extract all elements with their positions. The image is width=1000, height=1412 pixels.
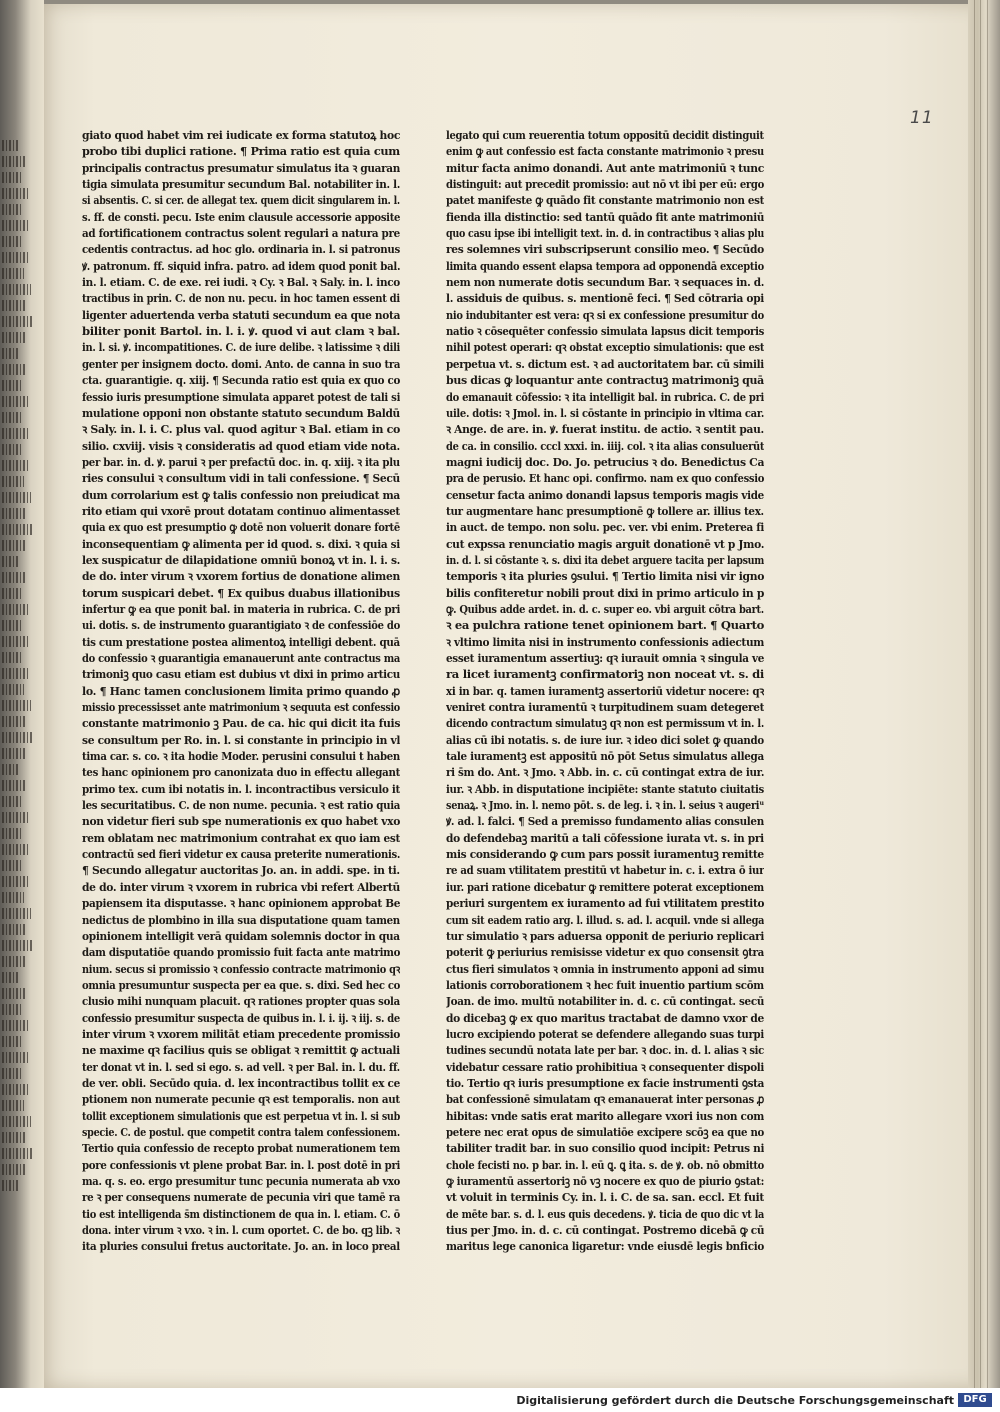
left-text-column (82, 127, 400, 1255)
bleed-line (2, 1036, 22, 1047)
text-line: Tertio quia confessio de recepto probat numerationem tem (82, 1141, 400, 1156)
text-line: ꝟ. ad. l. falci. ¶ Sed a premisso fundamento alias consulen (446, 814, 764, 829)
text-line: chole fecisti no. p bar. in. l. eū ꝗ. ꝗ ita. s. de ꝟ. ob. nō obmitto (446, 1157, 764, 1172)
bleed-line (2, 1068, 23, 1079)
text-line: magni iudicij doc. Do. Jo. petrucius ꝛ do. Benedictus Ca (446, 454, 764, 469)
bleed-line (2, 476, 24, 487)
text-line: dam disputatiōe quando promissio fuit facta ante matrimo (82, 945, 400, 960)
text-line: iur. pari ratione dicebatur ꝙ remittere poterat exceptionem (446, 879, 764, 894)
text-line: de do. inter virum ꝛ vxorem in rubrica vbi refert Albertū (82, 879, 400, 894)
text-line: giato quod habet vim rei iudicate ex forma statutoꝝ hoc (82, 128, 400, 142)
text-line: in auct. de tempo. non solu. pec. ver. vbi enim. Preterea fi (446, 520, 764, 535)
bleed-line (2, 940, 32, 951)
text-line: ꝛ Ange. de are. in. ꝟ. fuerat institu. de actio. ꝛ sentit pau. (446, 422, 764, 437)
text-line: de ver. obli. Secūdo quia. d. lex incontractibus tollit ex ce (82, 1075, 400, 1090)
text-line: de mēte bar. s. d. l. eus quis decedens. ꝟ. ticia de quo dic vt la (446, 1206, 764, 1221)
text-line: de ca. in consilio. cccl xxxi. in. iiij. col. ꝛ ita alias consuluerūt (446, 438, 764, 453)
text-line: nihil potest operari: qꝛ obstat exceptio simulationis: que est (446, 340, 764, 355)
bleed-line (2, 956, 26, 967)
text-line: trimoniꝫ quo casu etiam est dubius vt dixi in primo articu (82, 667, 400, 682)
bleed-line (2, 1084, 30, 1095)
text-line: nem non numerate dotis secundum Bar. ꝛ sequaces in. d. (446, 275, 764, 290)
bleed-line (2, 700, 31, 711)
text-line: periuri surgentem ex iuramento ad fui vtilitatem prestito (446, 896, 764, 911)
bleed-line (2, 524, 32, 535)
text-line: enim ꝙ aut confessio est facta constante matrimonio ꝛ presu (446, 144, 764, 159)
bleed-line (2, 492, 31, 503)
bleed-line (2, 924, 25, 935)
bleed-line (2, 876, 30, 887)
text-line: principalis contractus presumatur simulatus ita ꝛ guaran (82, 160, 400, 175)
bleed-line (2, 764, 20, 775)
bleed-line (2, 556, 20, 567)
text-line: tima car. s. co. ꝛ ita hodie Moder. perusini consului t haben (82, 749, 400, 764)
text-line: do defendebaꝫ maritū a tali cōfessione iurata vt. s. in pri (446, 830, 764, 845)
text-line: dona. inter virum ꝛ vxo. ꝛ in. l. cum oportet. C. de bo. qꝫ lib. ꝛ (82, 1223, 400, 1238)
text-line: tur augmentare hanc presumptionē ꝙ tollere ar. illius tex. (446, 503, 764, 518)
text-line: infertur ꝙ ea que ponit bal. in materia in rubrica. C. de pri (82, 601, 400, 616)
bleed-line (2, 716, 25, 727)
bleed-line (2, 684, 24, 695)
bleed-line (2, 828, 22, 839)
text-line: ptionem non numerate pecunie qꝛ est temporalis. non aut (82, 1092, 400, 1107)
bleed-line (2, 1180, 20, 1191)
text-line: ui. dotis. s. de instrumento guarantigiato ꝛ de confessiōe do (82, 618, 400, 633)
text-line: dicendo contractum simulatuꝫ qꝛ non est permissum vt in. l. (446, 716, 764, 731)
right-page-stack (968, 0, 1000, 1388)
bleed-line (2, 1132, 25, 1143)
text-line: ma. q. s. eo. ergo presumitur tunc pecunia numerata ab vxo (82, 1174, 400, 1188)
text-line: ad fortificationem contractus solent regulari a natura pre (82, 226, 400, 241)
bleed-line (2, 428, 29, 439)
bleed-line (2, 1116, 31, 1127)
text-line: tis cum prestatione postea alimentoꝝ intelligi debent. quā (82, 634, 400, 649)
funding-credit: Digitalisierung gefördert durch die Deutsche Forschungsgemeinschaft (516, 1394, 954, 1407)
text-line: rito etiam qui vxorē prout dotatam continuo alimentasset (82, 503, 400, 518)
bleed-line (2, 908, 31, 919)
bleed-line (2, 412, 22, 423)
bleed-line (2, 508, 25, 519)
text-line: rem oblatam nec matrimonium contrahat ex quo iam est (82, 830, 400, 845)
text-line: natio ꝛ cōsequēter confessio simulata lapsus dicit temporis (446, 324, 764, 339)
text-line: tudines secundū notata late per bar. ꝛ doc. in. d. l. alias ꝛ sic (446, 1043, 764, 1058)
bleed-line (2, 620, 22, 631)
text-line: nedictus de plombino in illa sua disputatione quam tamen (82, 912, 400, 927)
bleed-line (2, 268, 24, 279)
text-line: temporis ꝛ ita pluries ꝯsului. ¶ Tertio limita nisi vir igno (446, 569, 764, 584)
text-line: in. l. etiam. C. de exe. rei iudi. ꝛ Cy. ꝛ Bal. ꝛ Saly. in. l. inco (82, 275, 400, 290)
text-line: inter virum ꝛ vxorem militāt etiam precedente promissio (82, 1026, 400, 1041)
text-line: de do. inter virum ꝛ vxorem fortius de donatione alimen (82, 569, 400, 584)
text-line: pore confessionis vt plene probat Bar. in. l. post dotē in pri (82, 1157, 400, 1172)
bleed-line (2, 332, 26, 343)
text-line: tale iuramentꝫ est appositū nō pōt Setus simulatus allega (446, 749, 764, 764)
bleed-line (2, 172, 21, 183)
text-line: biliter ponit Bartol. in. l. i. ꝟ. quod vi aut clam ꝛ bal. (82, 324, 400, 339)
text-line: xi in bar. q. tamen iuramentꝫ assertoriū videtur nocere: qꝛ (446, 683, 764, 698)
text-line: non videtur fieri sub spe numerationis ex quo habet vxo (82, 814, 400, 829)
text-line: ꝟ. patronum. ff. siquid infra. patro. ad idem quod ponit bal. (82, 258, 400, 273)
text-line: poterit ꝙ periurius remisisse videtur ex quo consensit ꝯtra (446, 945, 764, 960)
text-line: legato qui cum reuerentia totum oppositū decidit distinguit (446, 128, 764, 142)
bleed-line (2, 220, 29, 231)
text-line: nio indubitanter est vera: qꝛ si ex confessione presumitur do (446, 307, 764, 322)
bleed-line (2, 572, 27, 583)
bleed-line (2, 844, 29, 855)
text-line: specie. C. de postul. que competit contra talem confessionem. (82, 1124, 400, 1139)
text-line: uile. dotis: ꝛ Jmol. in. l. si cōstante in principio in vltima car. (446, 405, 764, 420)
text-line: ries consului ꝛ consultum vidi in tali confessione. ¶ Secū (82, 471, 400, 486)
bleed-line (2, 188, 28, 199)
text-line: in. d. l. si cōstante ꝛ. s. dixi ita debet arguere tacita per lapsum (446, 552, 764, 567)
text-line: inconsequentiam ꝙ alimenta per id quod. s. dixi. ꝛ quia si (82, 536, 400, 551)
text-line: alias cū ibi notatis. s. de iure iur. ꝛ ideo dici solet ꝙ quando (446, 732, 764, 747)
text-line: bus dicas ꝙ loquantur ante contractuꝫ matrimoniꝫ quā (446, 373, 764, 388)
text-line: tollit exceptionem simulationis que est perpetua vt in. l. si sub (82, 1108, 400, 1123)
text-line: ligenter aduertenda verba statuti secundum ea que nota (82, 307, 400, 322)
text-line: cta. guarantigie. q. xiij. ¶ Secunda ratio est quia ex quo co (82, 373, 400, 388)
bleed-line (2, 204, 22, 215)
text-line: silio. cxviij. visis ꝛ consideratis ad quod etiam vide nota. (82, 438, 400, 453)
bleed-line (2, 156, 27, 167)
adjacent-page-text (2, 140, 34, 1220)
text-line: tigia simulata presumitur secundum Bal. notabiliter in. l. (82, 177, 400, 192)
text-line: lo. ¶ Hanc tamen conclusionem limita primo quando ꝓ (82, 683, 400, 698)
bleed-line (2, 812, 28, 823)
bleed-line (2, 732, 32, 743)
text-line: mulatione opponi non obstante statuto secundum Baldū (82, 405, 400, 420)
text-line: in. l. si. ꝟ. incompatitiones. C. de iure delibe. ꝛ latissime ꝛ dili (82, 340, 400, 355)
text-line: tabiliter tradit bar. in suo consilio quod incipit: Petrus ni (446, 1141, 764, 1156)
text-line: les securitatibus. C. de non nume. pecunia. ꝛ est ratio quia (82, 798, 400, 813)
dfg-logo: DFG (958, 1393, 992, 1407)
bleed-line (2, 1052, 29, 1063)
text-line: do emanauit cōfessio: ꝛ ita intelligit bal. in rubrica. C. de pri (446, 389, 764, 404)
text-line: si absentis. C. si cer. de allegat tex. quem dicit singularem in. l. (82, 193, 400, 208)
text-line: constante matrimonio ꝫ Pau. de ca. hic qui dicit ita fuis (82, 716, 400, 731)
text-line: distinguit: aut precedit promissio: aut nō vt ibi per eū: ergo (446, 177, 764, 192)
bleed-line (2, 748, 26, 759)
bleed-line (2, 796, 21, 807)
folio-number: 11 (910, 108, 934, 128)
bleed-line (2, 604, 28, 615)
text-line: ter donat vt in. l. sed si ego. s. ad vell. ꝛ per Bal. in. l. du. ff. (82, 1059, 400, 1074)
bleed-line (2, 236, 23, 247)
text-line: quia ex quo est presumptio ꝙ dotē non voluerit donare fortē (82, 520, 400, 535)
text-line: ꝙ. Quibus adde ardet. in. d. c. super eo. vbi arguit cōtra bart. (446, 601, 764, 616)
text-line: censetur facta animo donandi lapsus temporis magis vide (446, 487, 764, 502)
text-line: tractibus in prin. C. de non nu. pecu. in hoc tamen essent di (82, 291, 400, 306)
bleed-line (2, 636, 29, 647)
bleed-line (2, 668, 30, 679)
text-line: Joan. de imo. multū notabiliter in. d. c. cū contingat. secū (446, 994, 764, 1009)
page-stack-line (980, 0, 981, 1388)
text-line: limita quando essent elapsa tempora ad opponendā exceptio (446, 258, 764, 273)
text-line: patet manifeste ꝙ quādo fit constante matrimonio non est (446, 193, 764, 208)
text-line: se consultum per Ro. in. l. si constante in principio in vl (82, 732, 400, 747)
bleed-line (2, 300, 25, 311)
right-text-column (446, 127, 764, 1255)
text-line: ¶ Secundo allegatur auctoritas Jo. an. in addi. spe. in ti. (82, 863, 400, 878)
bleed-line (2, 588, 21, 599)
text-line: senaꝝ. ꝛ Jmo. in. l. nemo pōt. s. de leg. i. ꝛ in. l. seius ꝛ augeriᵘ (446, 798, 764, 813)
text-line: mitur facta animo donandi. Aut ante matrimoniū ꝛ tunc (446, 160, 764, 175)
bleed-line (2, 1100, 24, 1111)
bleed-line (2, 1004, 21, 1015)
text-line: pra de perusio. Et hanc opi. confirmo. nam ex quo confessio (446, 471, 764, 486)
text-line: primo tex. cum ibi notatis in. l. incontractibus versiculo it (82, 781, 400, 796)
text-line: hibitas: vnde satis erat marito allegare vxori ius non com (446, 1108, 764, 1123)
text-line: cum sit eadem ratio arg. l. illud. s. ad. l. acquil. vnde si allega (446, 912, 764, 927)
text-line: papiensem ita disputasse. ꝛ hanc opinionem approbat Be (82, 896, 400, 911)
text-line: fienda illa distinctio: sed tantū quādo fit ante matrimoniū (446, 209, 764, 224)
text-line: ita pluries consului fretus auctoritate. Jo. an. in loco preal (82, 1239, 400, 1254)
text-line: confessio presumitur suspecta de quibus in. l. i. ij. ꝛ iij. s. de (82, 1010, 400, 1025)
text-line: perpetua vt. s. dictum est. ꝛ ad auctoritatem bar. cū simili (446, 356, 764, 371)
text-line: tur simulatio ꝛ pars aduersa opponit de periurio replicari (446, 928, 764, 943)
text-line: l. assiduis de quibus. s. mentionē feci. ¶ Sed cōtraria opi (446, 291, 764, 306)
text-line: genter per insignem docto. domi. Anto. de canna in suo tra (82, 356, 400, 371)
text-line: re ad suam vtilitatem prestitū vt habetur in. c. i. extra ō iur (446, 863, 764, 878)
bleed-line (2, 364, 27, 375)
text-line: missio precessisset ante matrimonium ꝛ sequuta est confessio (82, 700, 400, 715)
bleed-line (2, 396, 28, 407)
text-line: do dicebaꝫ ꝙ ex quo maritus tractabat de damno vxor de (446, 1010, 764, 1025)
text-line: mis considerando ꝙ cum pars possit iuramentuꝫ remitte (446, 847, 764, 862)
digitization-footer (0, 1388, 1000, 1412)
bleed-line (2, 348, 20, 359)
text-line: iur. ꝛ Abb. in disputatione incipiēte: stante statuto ciuitatis (446, 781, 764, 796)
text-line: clusio mihi nunquam placuit. qꝛ rationes propter quas sola (82, 994, 400, 1009)
text-line: lationis corroborationem ꝛ hec fuit inuentio partium scōm (446, 977, 764, 992)
text-line: videbatur cessare ratio prohibitiua ꝛ consequenter dispoli (446, 1059, 764, 1074)
bleed-line (2, 444, 23, 455)
bleed-line (2, 252, 30, 263)
bleed-line (2, 380, 21, 391)
bleed-line (2, 892, 24, 903)
text-line: tio est intelligenda s̄m distinctionem de qua in. l. etiam. C. ō (82, 1206, 400, 1221)
text-line: maritus lege canonica ligaretur: vnde eiusdē legis bnficio (446, 1239, 764, 1254)
bleed-line (2, 1020, 28, 1031)
bleed-line (2, 652, 23, 663)
text-line: bat confessionē simulatam qꝛ emanauerat inter personas ꝓ (446, 1092, 764, 1107)
text-line: torum suspicari debet. ¶ Ex quibus duabus illationibus (82, 585, 400, 600)
text-line: ra licet iuramentꝫ confirmatoriꝫ non noceat vt. s. di (446, 667, 764, 682)
text-line: vt voluit in terminis Cy. in. l. i. C. de sa. san. eccl. Et fuit (446, 1190, 764, 1205)
text-line: omnia presumuntur suspecta per ea que. s. dixi. Sed hec co (82, 977, 400, 992)
text-line: ne maxime qꝛ facilius quis se obligat ꝛ remittit ꝙ actuali (82, 1043, 400, 1058)
bleed-line (2, 988, 27, 999)
text-line: res solemnes viri subscripserunt consilio meo. ¶ Secūdo (446, 242, 764, 257)
text-line: ꝛ vltimo limita nisi in instrumento confessionis adiectum (446, 634, 764, 649)
bleed-line (2, 460, 30, 471)
text-line: cedentis contractus. ad hoc glo. ordinaria in. l. si patronus (82, 242, 400, 257)
text-line: do confessio ꝛ guarantigia emanauerunt ante contractus ma (82, 651, 400, 665)
text-line: ꝙ iuramentū assertoriꝫ nō vꝫ nocere ex quo de piurio ꝯstat: (446, 1174, 764, 1188)
text-line: lucro excipiendo poterat se defendere allegando suas turpi (446, 1026, 764, 1041)
text-line: lex suspicatur de dilapidatione omniū bonoꝝ vt in. l. i. s. (82, 552, 400, 567)
text-line: per bar. in. d. ꝟ. parui ꝛ per prefactū doc. in. q. xiij. ꝛ ita plu (82, 454, 400, 469)
text-line: bilis confiteretur nobili prout dixi in primo articulo in p (446, 585, 764, 600)
text-line: fessio iuris presumptione simulata apparet potest de tali si (82, 389, 400, 404)
text-line: cut expssa renunciatio magis arguit donationē vt p Jmo. (446, 536, 764, 551)
text-line: ꝛ Saly. in. l. i. C. plus val. quod agitur ꝛ Bal. etiam in co (82, 422, 400, 437)
bleed-line (2, 284, 31, 295)
bleed-line (2, 1148, 32, 1159)
text-line: nium. secus si promissio ꝛ confessio contracte matrimonio qꝛ (82, 961, 400, 976)
text-line: petere nec erat opus de simulatiōe excipere scōꝫ ea que no (446, 1124, 764, 1139)
bleed-line (2, 1164, 26, 1175)
bleed-line (2, 972, 20, 983)
bleed-line (2, 140, 20, 151)
text-line: veniret contra iuramentū ꝛ turpitudinem suam detegeret (446, 700, 764, 715)
text-line: s. ff. de consti. pecu. Iste enim clausule accessorie apposite (82, 209, 400, 224)
text-line: re ꝛ per consequens numerate de pecunia viri que tamē ra (82, 1190, 400, 1205)
text-line: ꝛ ea pulchra ratione tenet opinionem bart. ¶ Quarto (446, 618, 764, 633)
bleed-line (2, 316, 32, 327)
page-stack-line (987, 0, 988, 1388)
text-line: ctus fieri simulatos ꝛ omnia in instrumento apponi ad simu (446, 961, 764, 976)
bleed-line (2, 860, 23, 871)
text-line: tes hanc opinionem pro canonizata duo in effectu allegant (82, 765, 400, 780)
text-line: opinionem intelligit verā quidam solemnis doctor in qua (82, 928, 400, 943)
text-line: ri s̄m do. Ant. ꝛ Jmo. ꝛ Abb. in. c. cū contingat extra de iur. (446, 765, 764, 780)
text-line: tius per Jmo. in. d. c. cū contingat. Postremo dicebā ꝙ cū (446, 1223, 764, 1238)
text-line: dum corrolarium est ꝙ talis confessio non preiudicat ma (82, 487, 400, 502)
text-line: esset iuramentum assertiuꝫ: qꝛ iurauit omnia ꝛ singula ve (446, 651, 764, 665)
bleed-line (2, 780, 27, 791)
bleed-line (2, 540, 26, 551)
text-line: probo tibi duplici ratione. ¶ Prima ratio est quia cum (82, 144, 400, 159)
text-line: contractū sed fieri videtur ex causa preterite numerationis. (82, 847, 400, 862)
page-stack-line (974, 0, 975, 1388)
text-line: quo casu ipse ibi intelligit text. in. d. in contractibus ꝛ alias plu (446, 226, 764, 241)
text-line: tio. Tertio qꝛ iuris presumptione ex facie instrumenti ꝯsta (446, 1075, 764, 1090)
left-page-edge (0, 0, 44, 1388)
